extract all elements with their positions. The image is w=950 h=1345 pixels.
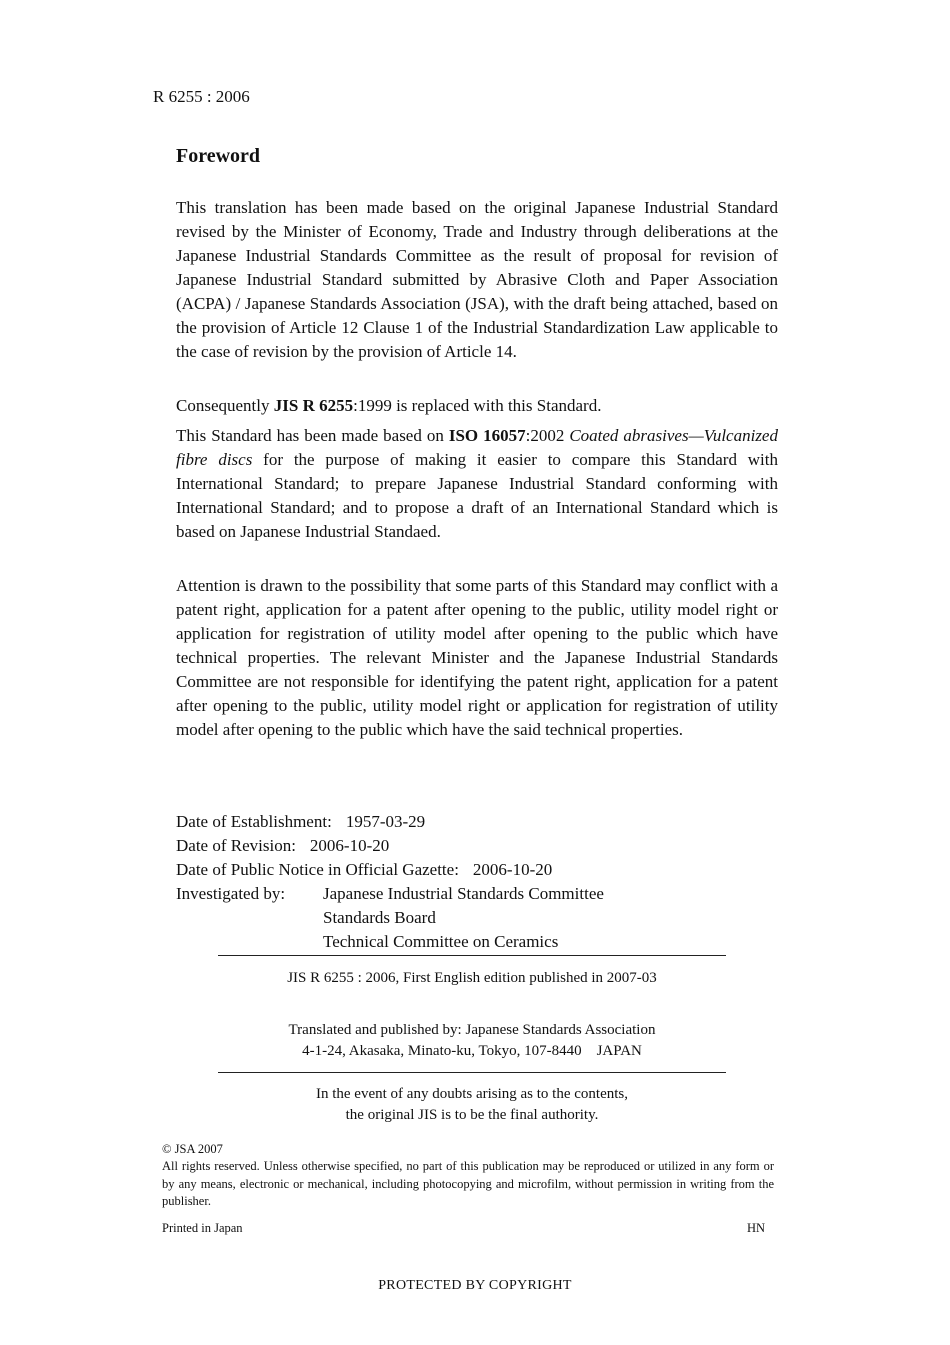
p3-iso-title: Coated abrasives—Vulcanized fibre discs [176,426,778,469]
authority-notice [218,1084,726,1126]
publisher-block [218,1020,726,1062]
publisher-line-1: Translated and published by: Japanese Standards Association [288,1022,656,1038]
authority-line-1: In the event of any doubts arising as to the contents, [315,1086,628,1102]
revision-label: Date of Revision: [176,836,296,855]
copyright-holder: © JSA 2007 [162,1142,223,1156]
investigated-line-1: Japanese Industrial Standards Committee [323,884,604,903]
p2-standard-ref: JIS R 6255 [273,396,354,415]
document-code-header: R 6255 : 2006 [153,87,250,106]
copyright-notice: All rights reserved. Unless otherwise specified, no part of this publication may be reproduced or utilized in any form or by any means, electronic or mechanical, including photocopying and microfilm, without permission in writing from the publisher. [162,1159,774,1208]
foreword-paragraph-4: Attention is drawn to the possibility that some parts of this Standard may conflict with a patent right, application for a patent after opening to the public, utility model right or application for registration of utility model after opening to the public which have technical properties. The relevant Minister and the Japanese Industrial Standards Committee are not responsible for identifying the patent right, application for a patent after opening to the public, utility model right or application for registration of utility model after opening to the public which have the said technical properties. [176,576,778,739]
foreword-paragraph-1: This translation has been made based on the original Japanese Industrial Standard revised by the Minister of Economy, Trade and Industry through deliberations at the Japanese Industrial Standards Committee as the result of proposal for revision of Japanese Industrial Standard submitted by Abrasive Cloth and Paper Association (ACPA) / Japanese Standards Association (JSA), with the draft being attached, based on the provision of Article 12 Clause 1 of the Industrial Standardization Law applicable to the case of revision by the provision of Article 14. [176,198,778,361]
dates-block [176,810,604,954]
protected-by-copyright: PROTECTED BY COPYRIGHT [378,1278,572,1293]
authority-line-2: the original JIS is to be the final authority. [345,1107,599,1123]
publisher-address: 4-1-24, Akasaka, Minato-ku, Tokyo, 107-8440 JAPAN [302,1043,642,1059]
foreword-paragraph-3 [176,424,778,544]
revision-row [176,834,604,858]
investigated-line-2: Standards Board [323,908,436,927]
establishment-value: 1957-03-29 [345,812,426,831]
public-notice-label: Date of Public Notice in Official Gazette: [176,860,459,879]
p3-before: This Standard has been made based on [176,426,449,445]
p3-after: for the purpose of making it easier to compare this Standard with International Standard; to prepare Japanese Industrial Standard conforming with International Standard; and to propose a draft of an International Standard which is based on Japanese Industrial Standaed. [176,450,779,541]
p3-iso-ref: ISO 16057 [448,426,526,445]
printed-in: Printed in Japan [162,1221,243,1235]
establishment-row [176,810,604,834]
printer-code: HN [747,1221,766,1235]
public-notice-row [176,858,604,882]
edition-notice: JIS R 6255 : 2006, First English edition published in 2007-03 [287,970,657,986]
divider-bottom [218,1072,726,1073]
foreword-paragraph-2 [176,394,778,418]
investigated-label: Investigated by: [176,884,286,903]
foreword-heading: Foreword [176,145,261,167]
establishment-label: Date of Establishment: [176,812,332,831]
investigated-line-3: Technical Committee on Ceramics [323,932,559,951]
divider-top [218,955,726,956]
revision-value: 2006-10-20 [309,836,390,855]
public-notice-value: 2006-10-20 [472,860,553,879]
p2-before: Consequently [176,396,274,415]
p3-year: :2002 [525,426,570,445]
p2-after: :1999 is replaced with this Standard. [353,396,602,415]
investigated-row [176,882,604,906]
